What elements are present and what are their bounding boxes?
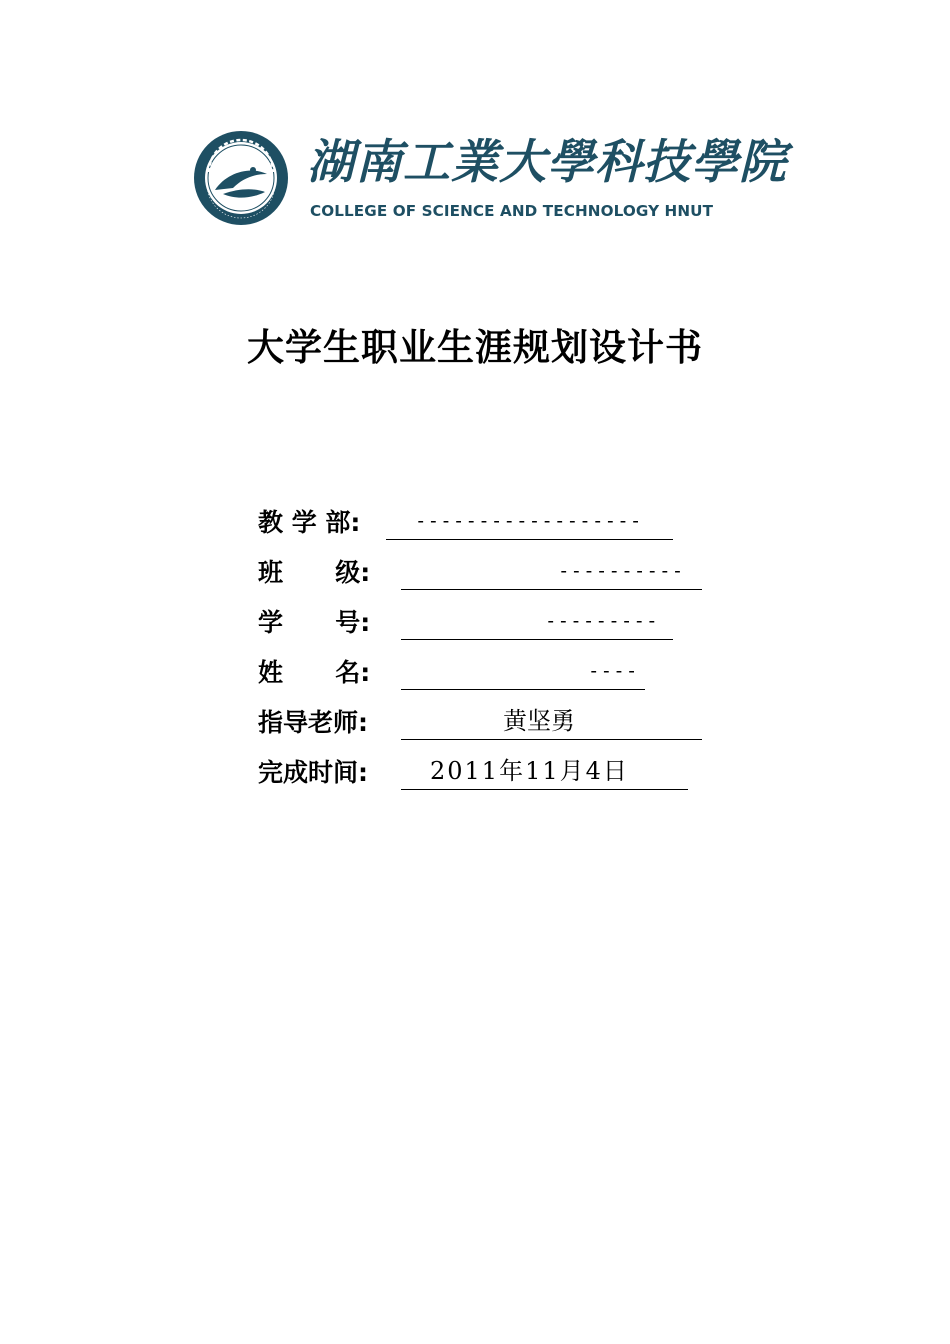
date-value: 2011年11月4日 — [430, 757, 629, 785]
college-logo — [193, 130, 787, 226]
school-name-en: COLLEGE OF SCIENCE AND TECHNOLOGY HNUT — [310, 202, 714, 220]
college-seal-icon — [193, 130, 289, 226]
advisor-value: 黄坚勇 — [503, 707, 575, 735]
field-name — [258, 653, 658, 693]
field-department — [258, 503, 678, 543]
name-label: 姓 名: — [258, 658, 371, 687]
field-date — [258, 753, 698, 793]
class-value: ---------- — [558, 560, 685, 582]
document-title: 大学生职业生涯规划设计书 — [247, 326, 703, 369]
field-student-id — [258, 603, 678, 643]
department-value: ------------------ — [415, 510, 643, 532]
student-id-label: 学 号: — [258, 608, 371, 637]
date-label: 完成时间: — [258, 758, 368, 787]
field-class — [258, 553, 708, 593]
name-value: ---- — [588, 660, 639, 682]
advisor-label: 指导老师: — [258, 708, 368, 737]
class-label: 班 级: — [258, 558, 371, 587]
student-id-value: --------- — [545, 610, 659, 632]
field-advisor — [258, 703, 708, 743]
school-name-cn: 湖南工業大學科技學院 — [307, 135, 787, 190]
department-label: 教 学 部: — [258, 508, 361, 537]
